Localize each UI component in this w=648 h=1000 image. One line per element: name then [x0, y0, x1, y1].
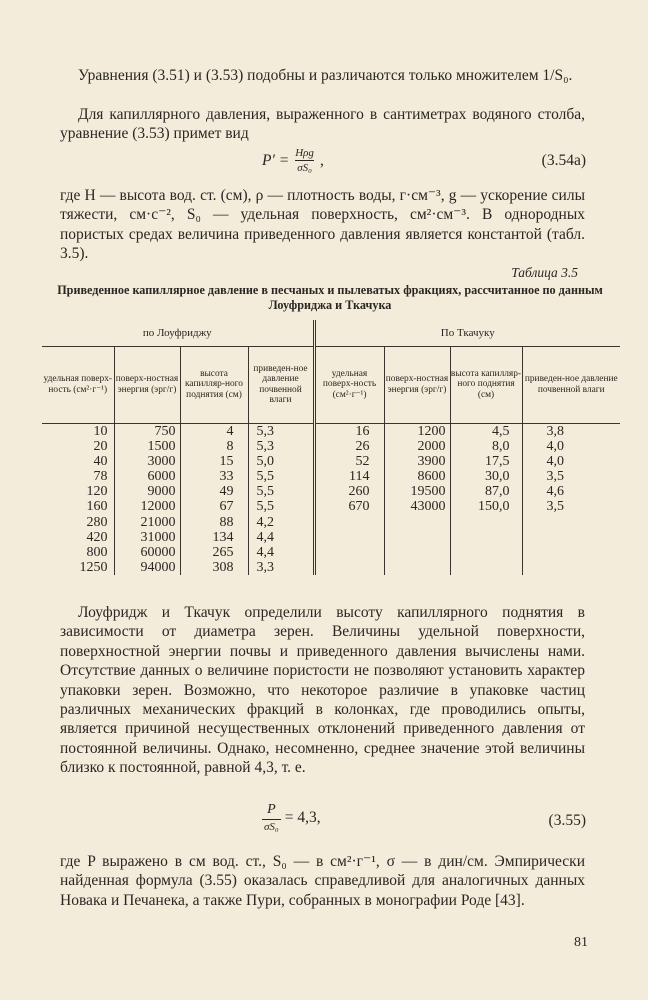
table-cell: 94000 [140, 560, 176, 576]
table-cell: 150,0 [478, 499, 510, 515]
column-header: высота капилляр-ного поднятия (см) [450, 346, 522, 423]
page-number: 81 [574, 935, 588, 950]
table-cell: 67 [219, 499, 234, 515]
table-cell: 2000 [417, 438, 446, 454]
table-cell: 5,5 [256, 484, 274, 500]
table-cell: 750 [154, 423, 176, 439]
table-cell: 60000 [140, 545, 176, 560]
equation-3-55 [258, 802, 321, 833]
table-cell: 5,3 [256, 438, 274, 454]
table-cell: 1250 [79, 560, 108, 576]
table-cell: 40 [93, 453, 108, 469]
table-column-5 [314, 423, 384, 575]
table-cell: 78 [93, 469, 108, 485]
eq-355-fraction [262, 802, 281, 833]
eq-354a-numerator: Hρg [295, 147, 314, 159]
table-cell: 5,0 [256, 453, 274, 469]
column-header: приведен-ное давление почвенной влаги [248, 346, 314, 423]
table-cell: 5,5 [256, 469, 274, 485]
column-header: удельная поверх-ность (см²·г⁻¹) [42, 346, 114, 423]
table-cell: 87,0 [485, 484, 510, 500]
table-column-6 [384, 423, 450, 575]
eq-355-numerator: P [267, 802, 276, 817]
table-cell: 120 [86, 484, 108, 500]
table-cell: 1200 [417, 423, 446, 439]
table-cell: 21000 [140, 514, 176, 530]
table-cell: 134 [212, 529, 234, 545]
equation-number-3-54a: (3.54а) [541, 152, 586, 169]
table-cell: 308 [212, 560, 234, 576]
table-cell: 33 [219, 469, 234, 485]
table-cell: 114 [349, 469, 370, 485]
table-column-1 [42, 423, 114, 575]
eq-354a-denominator: σS₀ [297, 162, 312, 174]
table-cell: 8 [226, 438, 234, 454]
table-cell: 4,4 [256, 529, 274, 545]
table-cell: 280 [86, 514, 108, 530]
group-header-tkachuk: По Ткачуку [440, 326, 495, 339]
table-cell: 6000 [147, 469, 176, 485]
table-cell: 4,0 [546, 453, 564, 469]
table-column-3 [180, 423, 248, 575]
table-cell: 3000 [147, 453, 176, 469]
data-table [42, 320, 620, 575]
table-column-7 [450, 423, 522, 575]
table-cell: 15 [219, 453, 234, 469]
table-column-4 [248, 423, 314, 575]
table-cell: 19500 [410, 484, 446, 500]
table-cell: 800 [86, 545, 108, 560]
table-cell: 160 [86, 499, 108, 515]
table-cell: 20 [93, 438, 108, 454]
equation-number-3-55: (3.55) [548, 812, 586, 829]
column-header: удельная поверх-ность (см²·г⁻¹) [314, 346, 384, 423]
paragraph-loufridge: Лоуфридж и Ткачук определили высоту капиллярного поднятия в зависимости от диаметра зерен. Величины удельной поверхности, поверхностной энергии почвы и приведенного давления вычислены нами. Отсутствие данных о величине пористости не позволяют установить характер упаковки зерен. Возможно, что некоторое различие в упаковке частиц различных механических фракций в колонках, где проводились опыты, является причиной несущественных отклонений приведенного давления от постоянной величины. Однако, несомненно, среднее значение этой величины близко к постоянной, равной 4,3, т. е. [60, 604, 585, 777]
table-cell: 30,0 [485, 469, 510, 485]
table-cell: 4,5 [492, 423, 510, 439]
table-cell: 9000 [147, 484, 176, 500]
table-cell: 4,6 [546, 484, 564, 500]
paragraph-top: Уравнения (3.51) и (3.53) подобны и различаются только множителем 1/S₀. [78, 67, 573, 84]
table-cell: 260 [348, 484, 370, 500]
table-cell: 16 [355, 423, 370, 439]
eq-354a-tail: , [319, 151, 324, 169]
table-cell: 3,3 [256, 560, 274, 576]
table-cell: 5,5 [256, 499, 274, 515]
table-label: Таблица 3.5 [511, 265, 578, 280]
table-cell: 4,4 [256, 545, 274, 560]
eq-355-denominator: σS₀ [264, 821, 279, 833]
column-header: высота капилляр-ного поднятия (см) [180, 346, 248, 423]
table-cell: 3,5 [546, 469, 564, 485]
table-cell: 12000 [140, 499, 176, 515]
table-cell: 43000 [410, 499, 446, 515]
table-cell: 88 [219, 514, 234, 530]
table-cell: 670 [348, 499, 370, 515]
column-header: поверх-ностная энергия (эрг/г) [384, 346, 450, 423]
eq-354a-fraction [293, 147, 316, 174]
paragraph-capillary: Для капиллярного давления, выраженного в сантиметрах водяного столба, уравнение (3.53) примет вид [60, 106, 585, 143]
table-cell: 31000 [140, 529, 176, 545]
table-cell: 52 [355, 453, 370, 469]
table-cell: 4,2 [256, 514, 274, 530]
table-caption: Приведенное капиллярное давление в песчаных и пылеватых фракциях, рассчитанное по данным Лоуфриджа и Ткачука [57, 283, 603, 312]
table-cell: 420 [86, 529, 108, 545]
table-cell: 3,8 [546, 423, 564, 439]
table-cell: 5,3 [256, 423, 274, 439]
table-cell: 3,5 [546, 499, 564, 515]
table-column-2 [114, 423, 180, 575]
column-header: приведен-ное давление почвенной влаги [522, 346, 620, 423]
table-cell: 17,5 [485, 453, 510, 469]
table-cell: 265 [212, 545, 234, 560]
group-header-loufridge: по Лоуфриджу [42, 320, 314, 346]
table-cell: 3900 [417, 453, 446, 469]
table-column-8 [522, 423, 620, 575]
eq-354a-lhs: P′ = [262, 151, 290, 169]
column-header: поверх-ностная энергия (эрг/г) [114, 346, 180, 423]
table-cell: 1500 [147, 438, 176, 454]
table-cell: 4 [226, 423, 234, 439]
paragraph-where: где H — высота вод. ст. (см), ρ — плотность воды, г·см⁻³, g — ускорение силы тяжести, см·с⁻², S₀ — удельная поверхность, см²·см⁻³. В однородных пористых средах величина приведенного давления является константой (табл. 3.5). [60, 187, 585, 263]
table-cell: 49 [219, 484, 234, 500]
equation-3-54a [262, 147, 324, 174]
table-cell: 26 [355, 438, 370, 454]
paragraph-final: где P выражено в см вод. ст., S₀ — в см²·г⁻¹, σ — в дин/см. Эмпирически найденная формула (3.55) оказалась справедливой для аналогичных данных Новака и Печанека, а также Пури, собранных в монографии Роде [43]. [60, 853, 585, 909]
table-cell: 8600 [417, 469, 446, 485]
table-cell: 8,0 [492, 438, 510, 454]
eq-355-rhs: = 4,3, [284, 808, 321, 826]
table-cell: 4,0 [546, 438, 564, 454]
table-cell: 10 [93, 423, 108, 439]
